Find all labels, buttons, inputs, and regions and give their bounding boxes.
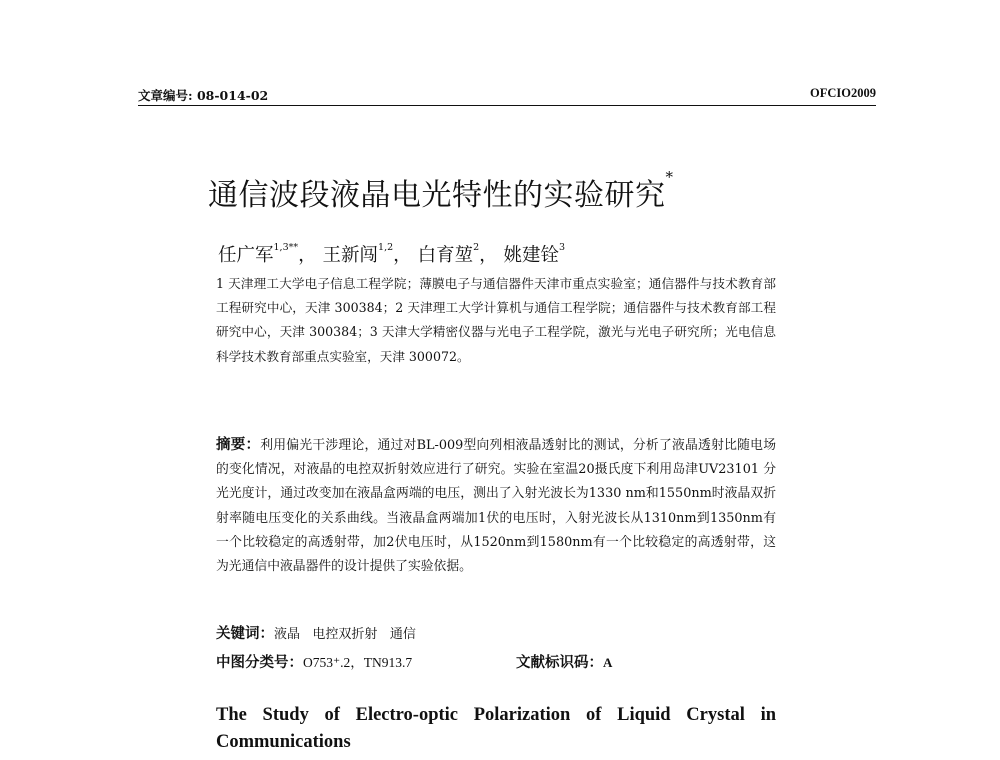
author-name: 白育堃	[417, 245, 474, 266]
running-header	[138, 86, 876, 106]
title-footnote-mark: *	[665, 168, 674, 186]
author-separator: ，	[393, 245, 412, 266]
author-affiliation-mark: 1,3**	[273, 242, 299, 253]
author-separator: ，	[479, 245, 498, 266]
affiliations: 1 天津理工大学电子信息工程学院；薄膜电子与通信器件天津市重点实验室；通信器件与技术教育部工程研究中心，天津 300384；2 天津理工大学计算机与通信工程学院；通信器件与技术教育部工程研究中心，天津 300384；3 天津大学精密仪器与光电子工程学院，激光与光电子研究所；光电信息科学技术教育部重点实验室，天津 300072。	[216, 276, 776, 364]
keyword: 电控双折射	[312, 627, 378, 642]
keywords-label: 关键词：	[216, 625, 274, 642]
paper-title	[208, 170, 674, 214]
clc-label: 中图分类号：	[216, 654, 303, 671]
author-affiliation-mark: 2	[473, 242, 480, 253]
classification-line	[216, 651, 776, 672]
conference-tag: OFCIO2009	[810, 86, 876, 100]
header-rule	[138, 105, 876, 106]
keyword: 通信	[389, 627, 416, 642]
keyword: 液晶	[274, 627, 301, 642]
paper-title-text: 通信波段液晶电光特性的实验研究	[208, 178, 666, 213]
author-name: 姚建铨	[503, 245, 560, 266]
author-list	[218, 241, 565, 267]
author-name: 任广军	[218, 245, 274, 266]
document-code	[516, 651, 612, 672]
keywords	[216, 622, 416, 643]
abstract	[216, 433, 776, 579]
article-number: 文章编号: 08-014-02	[138, 88, 269, 103]
author-separator: ，	[298, 245, 317, 266]
abstract-text: 利用偏光干涉理论，通过对BL-009型向列相液晶透射比的测试，分析了液晶透射比随电场的变化情况，对液晶的电控双折射效应进行了研究。实验在室温20摄氏度下利用岛津UV23101 分光光度计，通过改变加在液晶盒两端的电压，测出了入射光波长为1330 nm和1550nm时液晶双折射率随电压变化的关系曲线。当液晶盒两端加1伏的电压时，入射光波长从1310nm到1350nm有一个比较稳定的高透射带，加2伏电压时，从1520nm到1580nm有一个比较稳定的高透射带，这为光通信中液晶器件的设计提供了实验依据。	[216, 438, 777, 575]
abstract-label: 摘要：	[216, 436, 261, 453]
english-title: The Study of Electro-optic Polarization of Liquid Crystal in Communications	[216, 705, 776, 752]
author-affiliation-mark: 3	[559, 242, 566, 253]
clc-value: O753⁺.2，TN913.7	[303, 655, 413, 670]
doc-code-value: A	[603, 655, 613, 670]
doc-code-label: 文献标识码：	[516, 654, 603, 671]
author-affiliation-mark: 1,2	[378, 242, 394, 253]
author-name: 王新闯	[322, 245, 379, 266]
